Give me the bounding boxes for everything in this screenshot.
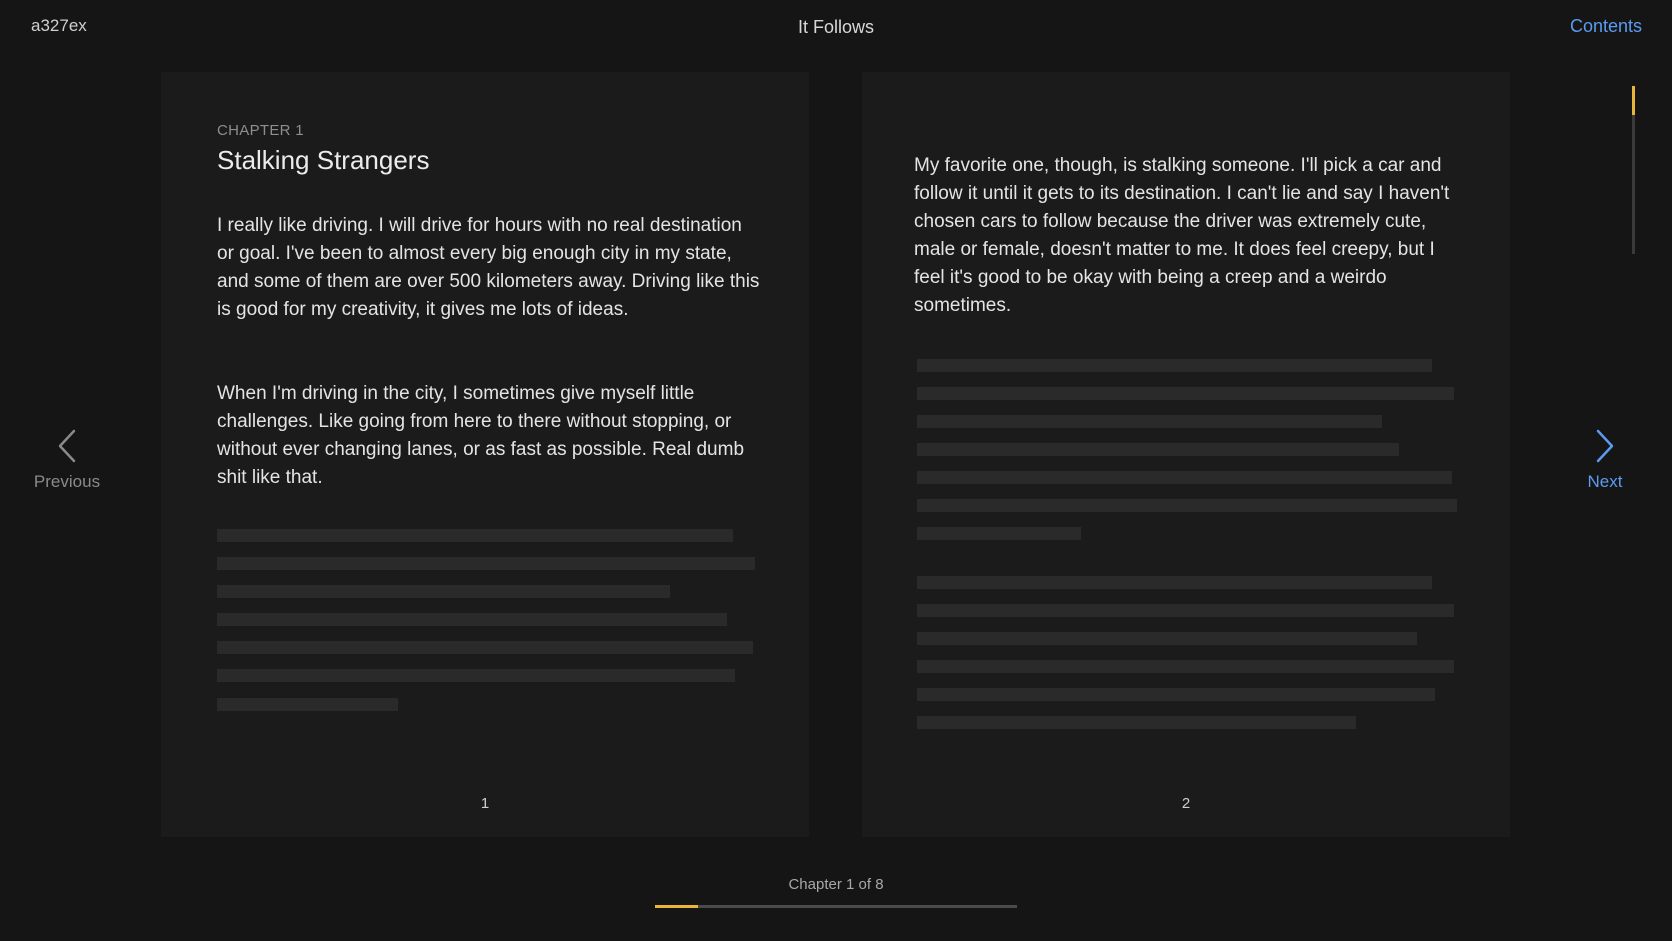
text-placeholder-line [217,698,398,711]
chapter-title: Stalking Strangers [217,145,430,175]
contents-link[interactable]: Contents [1569,16,1642,36]
chapter-progress-fill [655,905,698,908]
next-button[interactable] [1550,428,1660,492]
scroll-indicator[interactable] [1632,86,1635,254]
text-placeholder-line [917,604,1454,617]
previous-button[interactable] [12,428,122,492]
text-placeholder-line [917,471,1452,484]
text-placeholder-line [217,641,753,654]
book-title: It Follows [797,17,875,37]
paragraph: I really like driving. I will drive for hours with no real destination or goal. I've been to almost every big enough city in my state, and some of them are over 500 kilometers away. Driving like this is good for my creativity, it gives me lots of ideas. [217,215,760,320]
text-placeholder-line [917,415,1382,428]
page-number: 1 [480,795,490,812]
chapter-progress-bar[interactable] [655,905,1017,908]
previous-label: Previous [33,472,101,491]
chapter-label: CHAPTER 1 [217,122,304,139]
text-placeholder-line [917,499,1457,512]
text-placeholder-line [917,527,1081,540]
next-label: Next [1587,472,1623,491]
text-placeholder-line [917,660,1454,673]
paragraph: My favorite one, though, is stalking someone. I'll pick a car and follow it until it gets to its destination. I can't lie and say I haven't chosen cars to follow because the driver was extremely cute, male or female, doesn't matter to me. It does feel creepy, but I feel it's good to be okay with being a creep and a weirdo sometimes. [914,155,1450,316]
page-right [862,72,1510,837]
text-placeholder-line [917,632,1417,645]
paragraph: When I'm driving in the city, I sometimes give myself little challenges. Like going from here to there without stopping, or without ever changing lanes, or as fast as possible. Real dumb shit like that. [217,383,745,488]
page-left [161,72,809,837]
chevron-left-icon [56,428,78,464]
chevron-right-icon [1594,428,1616,464]
page-number: 2 [1181,795,1191,812]
text-placeholder-line [217,557,755,570]
text-placeholder-line [917,576,1432,589]
text-placeholder-line [217,529,733,542]
text-placeholder-line [217,613,727,626]
scroll-thumb[interactable] [1632,86,1635,115]
text-placeholder-line [917,716,1356,729]
text-placeholder-line [217,585,670,598]
text-placeholder-line [217,669,735,682]
text-placeholder-line [917,443,1399,456]
chapter-progress-label: Chapter 1 of 8 [788,876,884,893]
text-placeholder-line [917,359,1432,372]
text-placeholder-line [917,387,1454,400]
text-placeholder-line [917,688,1435,701]
author-name: a327ex [31,16,87,35]
